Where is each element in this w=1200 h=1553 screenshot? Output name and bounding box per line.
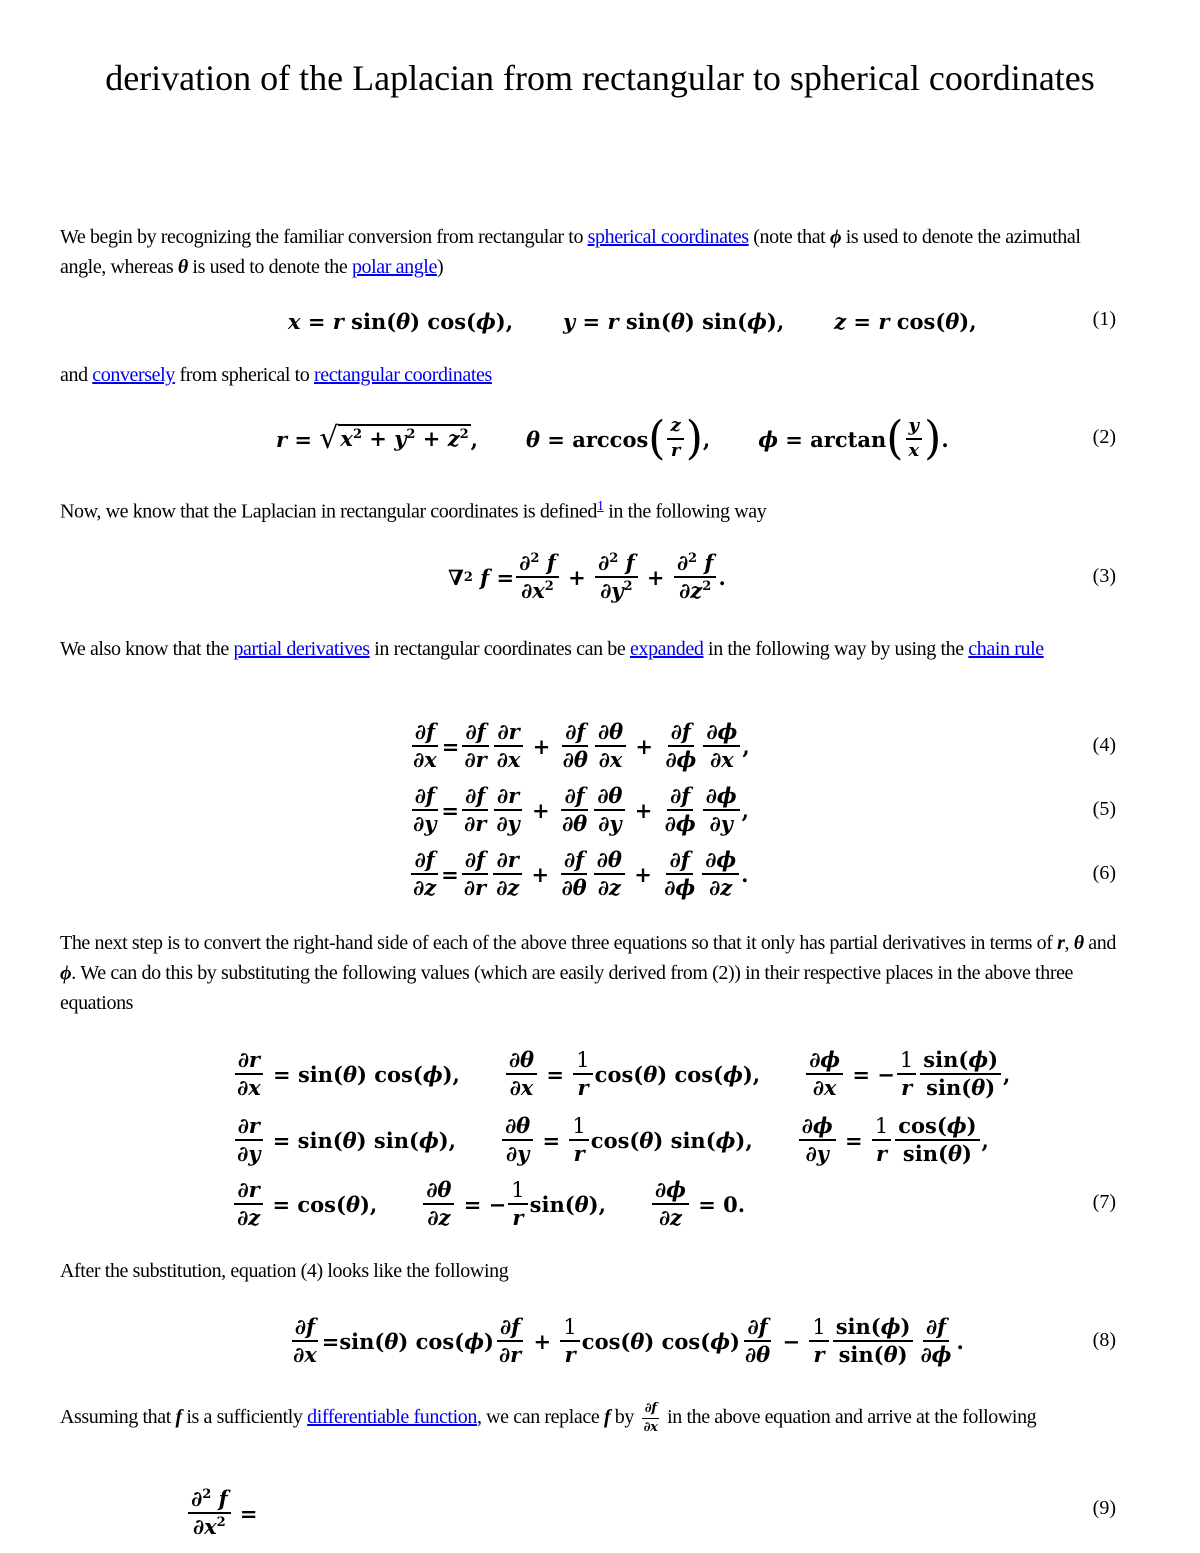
link-rectangular-coordinates[interactable]: rectangular coordinates	[313, 364, 492, 386]
intro-paragraph	[60, 222, 1120, 282]
text: and	[1083, 932, 1116, 954]
symbol-phi: ϕ	[60, 962, 72, 984]
equation-1: x = r sin( θ ) cos( ϕ ), y = r sin( θ ) sin( ϕ ), z = r cos( θ ),	[288, 308, 977, 334]
text: by	[610, 1406, 639, 1428]
laplacian-paragraph	[60, 492, 1120, 527]
substitution-paragraph	[60, 928, 1120, 1018]
equation-number: (1)	[1092, 308, 1116, 330]
text: )	[436, 256, 444, 278]
equation-number: (9)	[1092, 1497, 1116, 1519]
text: and	[60, 364, 93, 386]
converse-paragraph	[60, 360, 1120, 390]
equation-4: $\frac{\partial f}{\partial x}$ = $\frac{\partial f}{\partial r}$ $\frac{\partial r}{\partial x}$ + $\frac{\partial f}{\partial\theta}$ $\frac{\partial\theta}{\partial x}$ + $\frac{\partial f}{\partial\phi}$ $\frac{\partial\phi}{\partial x}$ ,	[413, 718, 750, 772]
text: in the following way	[603, 500, 767, 523]
text: After the substitution, equation (4) looks like the following	[60, 1260, 509, 1282]
equation-2: r = √ $x^2 + y^2 + z^2$ , θ = arccos ( $\frac{z}{r}$ ) , ϕ = arctan ( $\frac{y}{x}$ ) .	[276, 411, 949, 466]
text: Now, we know that the Laplacian in rectangular coordinates is defined	[60, 500, 598, 523]
equation-6: $\frac{\partial f}{\partial z}$ = $\frac{\partial f}{\partial r}$ $\frac{\partial r}{\partial z}$ + $\frac{\partial f}{\partial\theta}$ $\frac{\partial\theta}{\partial z}$ + $\frac{\partial f}{\partial\phi}$ $\frac{\partial\phi}{\partial z}$ .	[413, 846, 749, 900]
after-substitution-paragraph	[60, 1256, 1120, 1286]
text: (note that	[748, 226, 830, 248]
link-partial-derivatives[interactable]: partial derivatives	[233, 638, 370, 660]
symbol-f: f	[175, 1406, 182, 1428]
symbol-f: f	[603, 1406, 611, 1428]
equation-7-row-3: $\frac{\partial r}{\partial z}$ = cos( θ ), $\frac{\partial\theta}{\partial z}$ = − $\frac{1}{r}$ sin( θ ), $\frac{\partial\phi}{\partial z}$ = 0.	[232, 1174, 745, 1234]
link-polar-angle[interactable]: polar angle	[351, 256, 437, 278]
text: is a sufficiently	[181, 1406, 308, 1428]
symbol-phi: ϕ	[829, 226, 842, 248]
text: . We can do this by substituting the following values (which are easily derived from (2)) in their respective places in the above three equations	[60, 962, 1074, 1014]
text: is used to denote the azimuthal angle, whereas	[60, 226, 1081, 278]
text: We also know that the	[60, 638, 234, 660]
text: from spherical to	[174, 364, 314, 386]
differentiable-paragraph	[60, 1402, 1120, 1435]
text: in the following way by using the	[703, 638, 969, 660]
footnote-link[interactable]: 1	[597, 499, 604, 514]
link-conversely[interactable]: conversely	[92, 364, 175, 386]
equation-number: (6)	[1092, 862, 1116, 884]
equation-7-row-2: $\frac{\partial r}{\partial y}$ = sin( θ ) sin( ϕ ), $\frac{\partial\theta}{\partial y}$ = $\frac{1}{r}$ cos( θ ) sin( ϕ ), $\frac{\partial\phi}{\partial y}$ = $\frac{1}{r}$ $\frac{\cos(\phi)}{\sin(\theta)}$ ,	[232, 1110, 989, 1170]
symbol-r: r	[1057, 932, 1065, 954]
equation-number: (7)	[1092, 1191, 1116, 1213]
symbol-theta: θ	[177, 256, 188, 278]
chain-rule-paragraph	[60, 634, 1120, 664]
text: ,	[1064, 932, 1074, 954]
equation-number: (4)	[1092, 734, 1116, 756]
equation-5: $\frac{\partial f}{\partial y}$ = $\frac{\partial f}{\partial r}$ $\frac{\partial r}{\partial y}$ + $\frac{\partial f}{\partial\theta}$ $\frac{\partial\theta}{\partial y}$ + $\frac{\partial f}{\partial\phi}$ $\frac{\partial\phi}{\partial y}$ ,	[413, 782, 749, 836]
inline-fraction-df-dx: $\frac{\partial f}{\partial x}$	[643, 1401, 658, 1435]
link-differentiable-function[interactable]: differentiable function	[307, 1406, 477, 1428]
link-spherical-coordinates[interactable]: spherical coordinates	[587, 226, 749, 248]
text: Assuming that	[60, 1406, 176, 1428]
symbol-theta: θ	[1073, 932, 1084, 954]
equation-7-row-1: $\frac{\partial r}{\partial x}$ = sin( θ ) cos( ϕ ), $\frac{\partial\theta}{\partial x}$ = $\frac{1}{r}$ cos( θ ) cos( ϕ ), $\frac{\partial\phi}{\partial x}$ = − $\frac{1}{r}$ $\frac{\sin(\phi)}{\sin(\theta)}$ ,	[232, 1044, 1010, 1104]
link-chain-rule[interactable]: chain rule	[968, 638, 1044, 660]
text: in the above equation and arrive at the following	[662, 1406, 1037, 1428]
text: is used to denote the	[187, 256, 352, 278]
page-title: derivation of the Laplacian from rectangular to spherical coordinates	[105, 58, 1095, 98]
equation-9: $\frac{\partial^2 f}{\partial x^2}$ =	[186, 1482, 258, 1544]
text: , we can replace	[476, 1406, 604, 1428]
text: We begin by recognizing the familiar conversion from rectangular to	[60, 226, 588, 248]
text: The next step is to convert the right-hand side of each of the above three equations so that it only has partial derivatives in terms of	[60, 932, 1058, 954]
equation-8: $\frac{\partial f}{\partial x}$ =sin( θ ) cos( ϕ ) $\frac{\partial f}{\partial r}$ + $\frac{1}{r}$ cos( θ ) cos( ϕ ) $\frac{\partial f}{\partial\theta}$ − $\frac{1}{r}$ $\frac{\sin(\phi)}{\sin(\theta)}$ $\frac{\partial f}{\partial\phi}$ .	[293, 1313, 964, 1367]
equation-number: (3)	[1092, 565, 1116, 587]
link-expanded[interactable]: expanded	[630, 638, 704, 660]
text: in rectangular coordinates can be	[369, 638, 630, 660]
equation-number: (5)	[1092, 798, 1116, 820]
equation-number: (2)	[1092, 426, 1116, 448]
equation-number: (8)	[1092, 1329, 1116, 1351]
equation-3: ∇ 2 f = $\frac{\partial^2 f}{\partial x^2}$ + $\frac{\partial^2 f}{\partial y^2}$ + $\frac{\partial^2 f}{\partial z^2}$ .	[448, 549, 726, 603]
